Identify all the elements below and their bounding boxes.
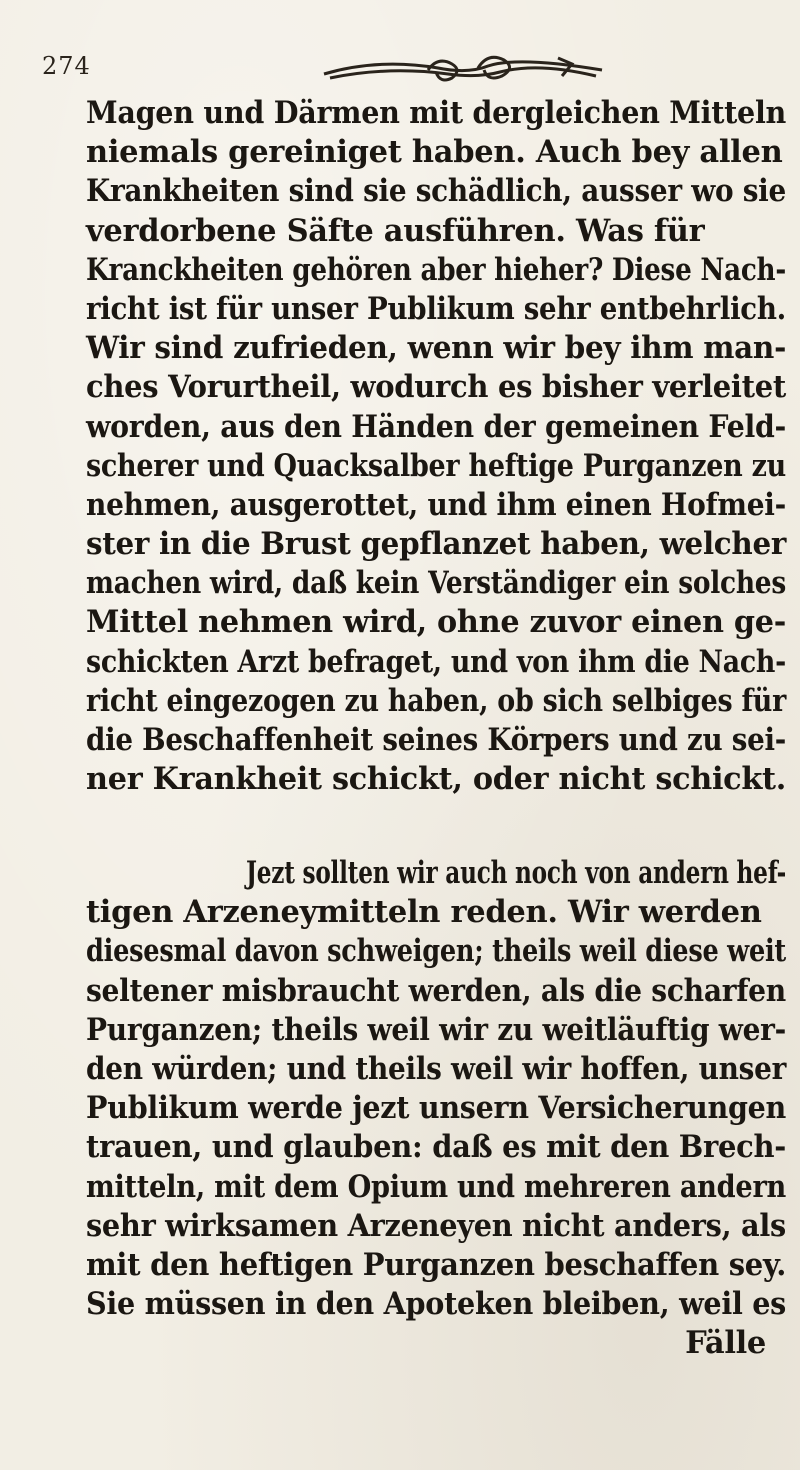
text-line: richt ist für unser Publikum sehr entbehrlich. xyxy=(86,290,786,327)
paragraph-1 xyxy=(86,94,786,799)
text-line: sehr wirksamen Arzeneyen nicht anders, als xyxy=(86,1207,786,1244)
text-line: Kranckheiten gehören aber hieher? Diese Nach- xyxy=(86,251,787,288)
text-line: schickten Arzt befraget, und von ihm die Nach- xyxy=(86,643,786,680)
text-line: Magen und Därmen mit dergleichen Mitteln xyxy=(86,95,787,131)
text-line: trauen, und glauben: daß es mit den Brech- xyxy=(86,1129,787,1166)
page-number: 274 xyxy=(42,52,91,80)
text-line: worden, aus den Händen der gemeinen Feld- xyxy=(86,408,787,445)
text-line: ches Vorurtheil, wodurch es bisher verleitet xyxy=(86,369,787,406)
text-line: Krankheiten sind sie schädlich, ausser wo sie xyxy=(86,173,786,210)
text-line: Jezt sollten wir auch noch von andern hef- xyxy=(246,855,787,891)
header-ornament xyxy=(318,44,608,84)
text-line: nehmen, ausgerottet, und ihm einen Hofmei- xyxy=(86,486,786,523)
text-line: Publikum werde jezt unsern Versicherungen xyxy=(86,1090,787,1127)
text-line: Sie müssen in den Apoteken bleiben, weil es xyxy=(86,1286,787,1323)
paragraph-2 xyxy=(86,854,786,1363)
text-line: niemals gereiniget haben. Auch bey allen xyxy=(86,134,783,171)
text-line: mitteln, mit dem Opium und mehreren andern xyxy=(86,1168,787,1205)
text-line: diesesmal davon schweigen; theils weil diese weit xyxy=(86,933,787,970)
text-line: ster in die Brust gepflanzet haben, welcher xyxy=(86,526,787,563)
text-line: Mittel nehmen wird, ohne zuvor einen ge- xyxy=(86,604,786,641)
text-line: verdorbene Säfte ausführen. Was für xyxy=(86,212,705,249)
text-line: richt eingezogen zu haben, ob sich selbiges für xyxy=(86,682,787,719)
text-line: Purganzen; theils weil wir zu weitläuftig wer- xyxy=(86,1011,787,1048)
text-line: die Beschaffenheit seines Körpers und zu sei- xyxy=(86,722,787,758)
catchword: Fälle xyxy=(685,1325,766,1362)
text-line: den würden; und theils weil wir hoffen, unser xyxy=(86,1050,787,1087)
text-line: machen wird, daß kein Verständiger ein solches xyxy=(86,565,786,602)
text-line: mit den heftigen Purganzen beschaffen sey. xyxy=(86,1246,787,1283)
text-line: scherer und Quacksalber heftige Purganzen zu xyxy=(86,447,786,484)
text-line: tigen Arzeneymitteln reden. Wir werden xyxy=(86,894,762,931)
text-line: Wir sind zufrieden, wenn wir bey ihm man- xyxy=(86,330,787,367)
text-line: seltener misbraucht werden, als die scharfen xyxy=(86,972,786,1009)
text-line: ner Krankheit schickt, oder nicht schickt. xyxy=(86,761,786,798)
